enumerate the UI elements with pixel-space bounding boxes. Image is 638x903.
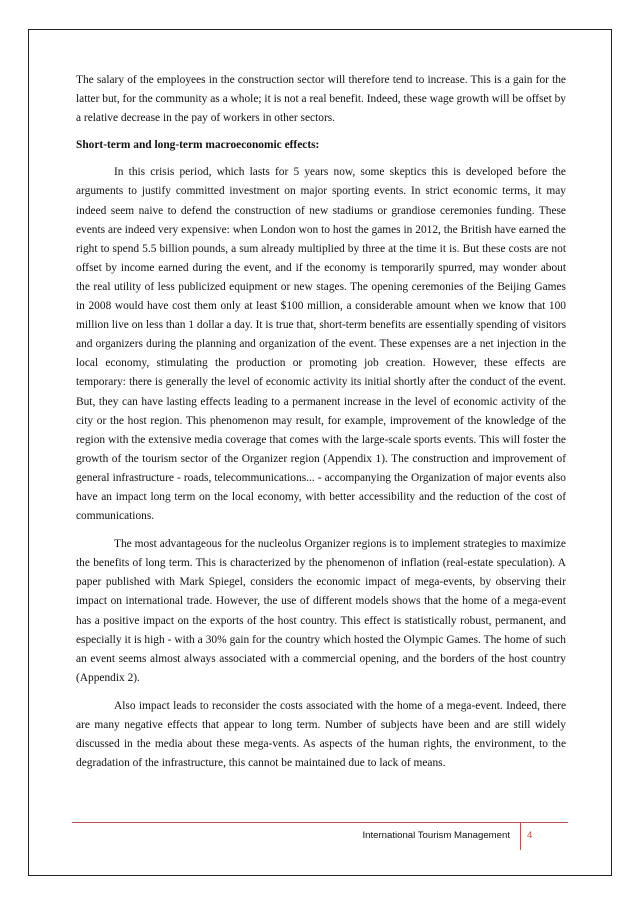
footer-divider xyxy=(520,823,521,850)
page-number: 4 xyxy=(527,830,533,841)
page-footer xyxy=(72,822,568,852)
paragraph-salary: The salary of the employees in the construction sector will therefore tend to increase. This is a gain for the latter but, for the community as a whole; it is not a real benefit. Indeed, these wage growth will be offset by a relative decrease in the pay of workers in other sectors. xyxy=(76,74,566,125)
footer-title: International Tourism Management xyxy=(362,830,510,841)
paragraph-negative-effects: Also impact leads to reconsider the costs associated with the home of a mega-event. Indeed, there are many negative effects that appear to long term. Number of subjects have been and are still widely discussed in the media about these mega-vents. As aspects of the human rights, the environment, to the degradation of the infrastructure, this cannot be maintained due to lack of means. xyxy=(76,699,566,770)
paragraph-crisis-period: In this crisis period, which lasts for 5 years now, some skeptics this is developed before the arguments to justify committed investment on major sporting events. In strict economic terms, it may indeed seem naive to defend the construction of new stadiums or grandiose ceremonies funding. These events are indeed very expensive: when London won to host the games in 2012, the British have earned the right to spend 5.5 billion pounds, a sum already multiplied by three at the time it is. But these costs are not offset by income earned during the event, and if the economy is temporarily spurred, may wonder about the real utility of less publicized equipment or new stages. The opening ceremonies of the Beijing Games in 2008 would have cost them only at least $100 million, a considerable amount when we know that 100 million live on less than 1 dollar a day. It is true that, short-term benefits are essentially spending of visitors and organizers during the planning and organization of the event. These expenses are a net injection in the local economy, stimulating the production or promoting job creation. However, these effects are temporary: there is generally the level of economic activity its initial shortly after the conduct of the event. But, they can have lasting effects leading to a permanent increase in the level of economic activity of the city or the host region. This phenomenon may result, for example, improvement of the knowledge of the region with the extensive media coverage that comes with the large-scale sports events. This will foster the growth of the tourism sector of the Organizer region (Appendix 1). The construction and improvement of general infrastructure - roads, telecommunications... - accompanying the Organization of major events also have an impact long term on the local economy, with better accessibility and the reduction of the cost of communications. xyxy=(76,166,566,523)
footer-rule xyxy=(72,822,568,823)
paragraph-long-term-strategies: The most advantageous for the nucleolus Organizer regions is to implement strategies to maximize the benefits of long term. This is characterized by the phenomenon of inflation (real-estate speculation). A paper published with Mark Spiegel, considers the economic impact of mega-events, by observing their impact on international trade. However, the use of different models shows that the home of a mega-event has a positive impact on the exports of the host country. This effect is statistically robust, permanent, and especially it is high - with a 30% gain for the country which hosted the Olympic Games. The home of such an event seems almost always associated with a commercial opening, and the borders of the host country (Appendix 2). xyxy=(76,538,566,684)
section-heading: Short-term and long-term macroeconomic effects: xyxy=(76,139,320,152)
document-body xyxy=(76,71,566,782)
